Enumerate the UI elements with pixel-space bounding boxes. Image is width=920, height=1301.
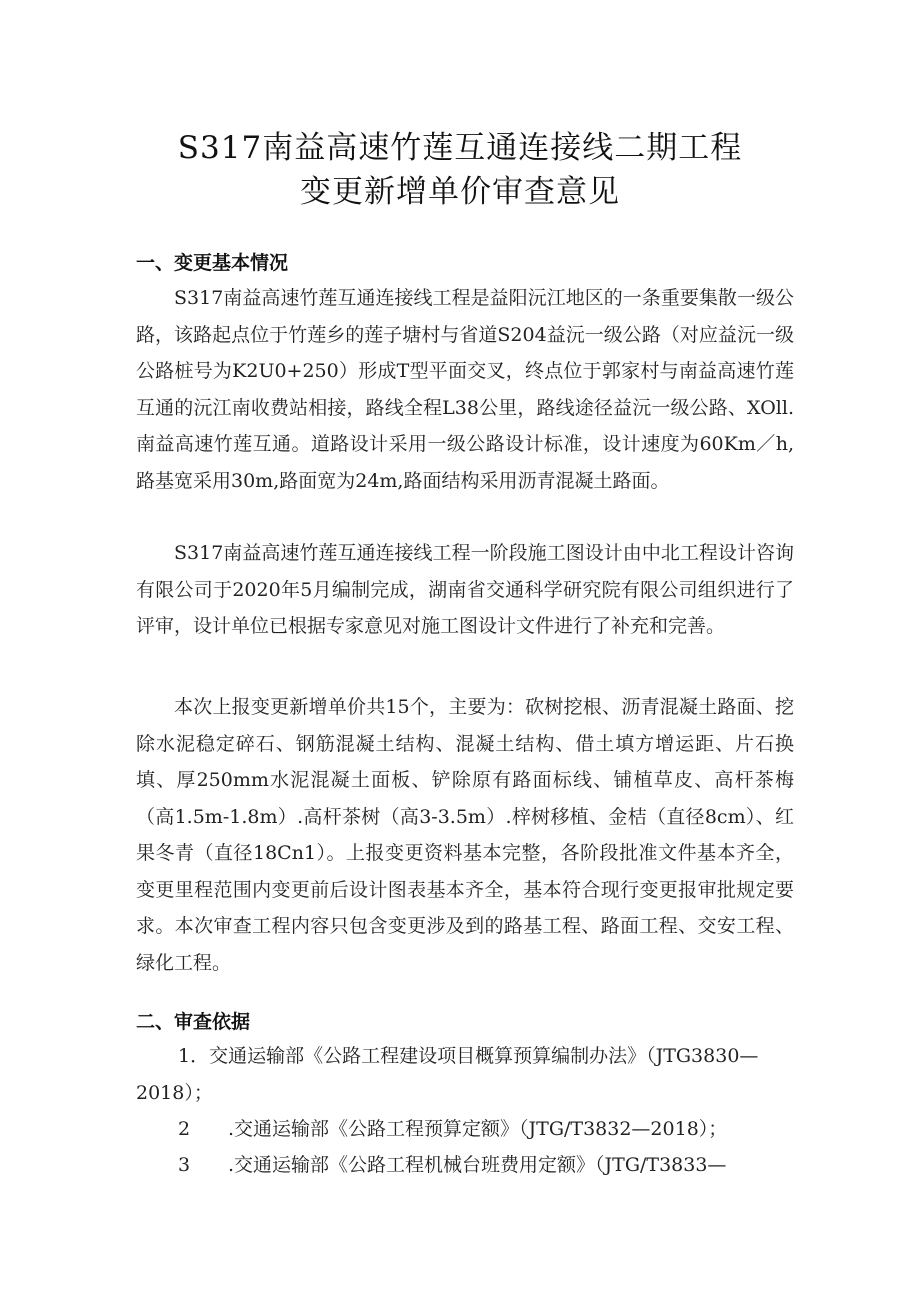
section1-paragraph-1: S317南益高速竹莲互通连接线工程是益阳沅江地区的一条重要集散一级公路，该路起点位于竹莲乡的莲子塘村与省道S204益沅一级公路（对应益沅一级公路桩号为K2U0+250）形成T型平面交叉，终点位于郭家村与南益高速竹莲互通的沅江南收费站相接，路线全程L38公里，路线途径益沅一级公路、XOll.南益高速竹莲互通。道路设计采用一级公路设计标准，设计速度为60Km／h,路基宽采用30m,路面宽为24m,路面结构采用沥青混凝土路面。 <box>136 287 794 492</box>
reference-item-1: 1．交通运输部《公路工程建设项目概算预算编制办法》（JTG3830—2018）； <box>136 1045 759 1104</box>
reference-item-3-text: .交通运输部《公路工程机械台班费用定额》（JTG/T3833— <box>228 1154 727 1176</box>
reference-item-2-text: .交通运输部《公路工程预算定额》（JTG/T3832—2018）； <box>228 1118 728 1140</box>
section1-heading: 一、变更基本情况 <box>136 252 289 274</box>
reference-item-2 <box>136 1111 796 1148</box>
section1-paragraph-2: S317南益高速竹莲互通连接线工程一阶段施工图设计由中北工程设计咨询有限公司于2020年5月编制完成，湖南省交通科学研究院有限公司组织进行了评审，设计单位已根据专家意见对施工图设计文件进行了补充和完善。 <box>136 542 794 637</box>
reference-item-3-number: 3 <box>178 1154 191 1176</box>
document-title-line1: S317南益高速竹莲互通连接线二期工程 <box>177 130 743 166</box>
reference-item-2-number: 2 <box>178 1118 191 1140</box>
document-title-line2: 变更新增单价审查意见 <box>300 174 620 210</box>
section1-paragraph-3: 本次上报变更新增单价共15个，主要为：砍树挖根、沥青混凝土路面、挖除水泥稳定碎石、钢筋混凝土结构、混凝土结构、借土填方增运距、片石换填、厚250mm水泥混凝土面板、铲除原有路面标线、铺植草皮、高杆茶梅（高1.5m-1.8m）.高杆茶树（高3-3.5m）.梓树移植、金桔（直径8cm）、红果冬青（直径18Cn1）。上报变更资料基本完整，各阶段批准文件基本齐全，变更里程范围内变更前后设计图表基本齐全，基本符合现行变更报审批规定要求。本次审查工程内容只包含变更涉及到的路基工程、路面工程、交安工程、绿化工程。 <box>136 696 794 974</box>
reference-item-3 <box>136 1147 796 1184</box>
section2-heading: 二、审查依据 <box>136 1011 251 1033</box>
